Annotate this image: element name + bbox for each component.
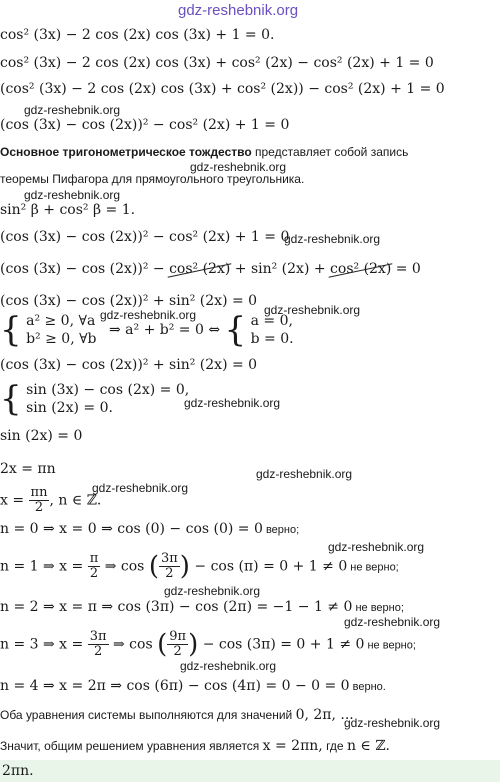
equation-line-7: (cos (3x) − cos (2x))² + sin² (2x) = 0 (0, 293, 258, 309)
system-1-left (26, 312, 96, 348)
case-note: не верно; (352, 602, 404, 614)
expr-part: (cos (3x) − cos (2x))² − (0, 261, 170, 277)
equation-line-10: 2x = πn (0, 461, 56, 477)
fraction-denominator: 2 (165, 566, 174, 581)
fraction (29, 486, 50, 515)
system-2 (0, 381, 189, 417)
watermark: gdz-reshebnik.org (184, 396, 281, 410)
both-values-text: Оба уравнения системы выполняются для значений (0, 708, 296, 722)
expr-part: + sin² (2x) + (230, 261, 331, 277)
equation-line-4: (cos (3x) − cos (2x))² − cos² (2x) + 1 = 0 (0, 117, 290, 133)
fraction-denominator: 2 (89, 566, 99, 581)
watermark: gdz-reshebnik.org (256, 467, 353, 481)
case-n4 (0, 677, 386, 696)
case-expr: n = 4 ⇒ x = 2π ⇒ cos (6π) − cos (4π) = 0 − 0 = 0 (0, 678, 350, 694)
paren-open: ( (148, 551, 159, 582)
answer-bar (0, 760, 500, 782)
watermark-top: gdz-reshebnik.org (178, 2, 299, 19)
equation-line-2: cos² (3x) − 2 cos (2x) cos (3x) + cos² (2x) − cos² (2x) + 1 = 0 (0, 55, 434, 71)
system-row: sin (2x) = 0. (26, 400, 113, 416)
fraction-numerator: 3π (89, 629, 107, 644)
equation-line-3: (cos² (3x) − 2 cos (2x) cos (3x) + cos² (2x)) − cos² (2x) + 1 = 0 (0, 81, 445, 97)
system-2-rows (26, 381, 189, 417)
case-expr: − cos (3π) = 0 + 1 ≠ 0 (202, 636, 365, 653)
case-n3 (0, 630, 416, 659)
case-note: не верно; (347, 561, 399, 574)
equation-line-6 (0, 260, 421, 278)
expr-part: = 0 (391, 261, 421, 277)
fraction-numerator: 3π (160, 551, 178, 566)
equation-line-1: cos² (3x) − 2 cos (2x) cos (3x) + 1 = 0. (0, 27, 275, 43)
equation-line-11 (0, 486, 101, 515)
system-row: sin (3x) − cos (2x) = 0, (26, 382, 190, 398)
fraction-numerator: πn (30, 485, 48, 500)
conclusion-line (0, 737, 390, 755)
system-1-right (251, 312, 294, 348)
watermark: gdz-reshebnik.org (264, 303, 361, 317)
cancelled-term: cos² (2x) (330, 261, 392, 277)
fraction-denominator: 2 (173, 644, 182, 659)
case-note: верно; (262, 524, 300, 536)
watermark: gdz-reshebnik.org (92, 481, 189, 495)
left-brace: { (0, 379, 22, 419)
watermark: gdz-reshebnik.org (344, 615, 441, 629)
case-expr: ⇒ cos (104, 558, 145, 575)
watermark: gdz-reshebnik.org (284, 232, 381, 246)
both-values-expr: 0, 2π, ... (295, 707, 354, 723)
case-expr: n = 3 ⇒ x = (0, 636, 84, 653)
case-expr: n = 0 ⇒ x = 0 ⇒ cos (0) − cos (0) = 0 (0, 521, 263, 537)
case-expr: − cos (π) = 0 + 1 ≠ 0 (194, 558, 348, 575)
watermark: gdz-reshebnik.org (180, 659, 277, 673)
equation-line-8: (cos (3x) − cos (2x))² + sin² (2x) = 0 (0, 357, 258, 373)
watermark: gdz-reshebnik.org (164, 584, 261, 598)
watermark: gdz-reshebnik.org (190, 160, 287, 174)
identity-text-2: теоремы Пифагора для прямоугольного треугольника. (0, 172, 305, 186)
left-brace: { (0, 310, 22, 350)
fraction (88, 552, 101, 581)
fraction-numerator: 9π (169, 629, 187, 644)
identity-text-1 (0, 143, 408, 161)
conclusion-set: n ∈ ℤ. (346, 738, 390, 754)
left-brace: { (224, 310, 247, 350)
fraction (159, 552, 180, 581)
fraction (88, 630, 109, 659)
paren-close: ) (179, 551, 190, 582)
equation-line-5: (cos (3x) − cos (2x))² − cos² (2x) + 1 = 0 (0, 229, 290, 245)
cancelled-term: cos² (2x) (169, 261, 231, 277)
expr-part: x = (0, 492, 25, 509)
case-note: верно. (349, 681, 386, 693)
case-expr: n = 2 ⇒ x = π ⇒ cos (3π) − cos (2π) = −1 − 1 ≠ 0 (0, 599, 353, 615)
case-note: не верно; (364, 639, 416, 652)
conclusion-expr: x = 2πn, (262, 738, 323, 754)
watermark: gdz-reshebnik.org (344, 716, 441, 730)
case-expr: n = 1 ⇒ x = (0, 558, 84, 575)
fraction (167, 630, 188, 659)
answer: 2πn. (2, 763, 34, 779)
conclusion-text: Значит, общим решением уравнения является (0, 739, 263, 753)
system-row: a = 0, (250, 313, 293, 329)
case-expr: ⇒ cos (113, 636, 153, 653)
case-n0 (0, 520, 299, 539)
equation-line-9: sin (2x) = 0 (0, 428, 83, 444)
paren-close: ) (188, 629, 199, 660)
system-row: b = 0. (250, 331, 294, 347)
identity-bold: Основное тригонометрическое тождество (0, 145, 252, 159)
system-row: a² ≥ 0, ∀a (26, 313, 96, 329)
watermark: gdz-reshebnik.org (24, 103, 121, 117)
fraction-denominator: 2 (93, 644, 103, 659)
watermark: gdz-reshebnik.org (24, 188, 121, 202)
system-row: b² ≥ 0, ∀b (26, 331, 97, 347)
both-values-line (0, 706, 354, 724)
fraction-denominator: 2 (34, 500, 44, 515)
paren-open: ( (157, 629, 168, 660)
conclusion-text: где (322, 739, 347, 753)
identity-formula: sin² β + cos² β = 1. (0, 202, 136, 218)
expr-part: , n ∈ ℤ. (49, 492, 102, 509)
case-n1 (0, 552, 399, 581)
system-1-implies: ⇒ a² + b² = 0 ⇔ (108, 322, 221, 338)
identity-rest: представляет собой запись (251, 145, 409, 159)
watermark: gdz-reshebnik.org (100, 308, 197, 322)
fraction-numerator: π (89, 551, 99, 566)
watermark: gdz-reshebnik.org (328, 540, 425, 554)
